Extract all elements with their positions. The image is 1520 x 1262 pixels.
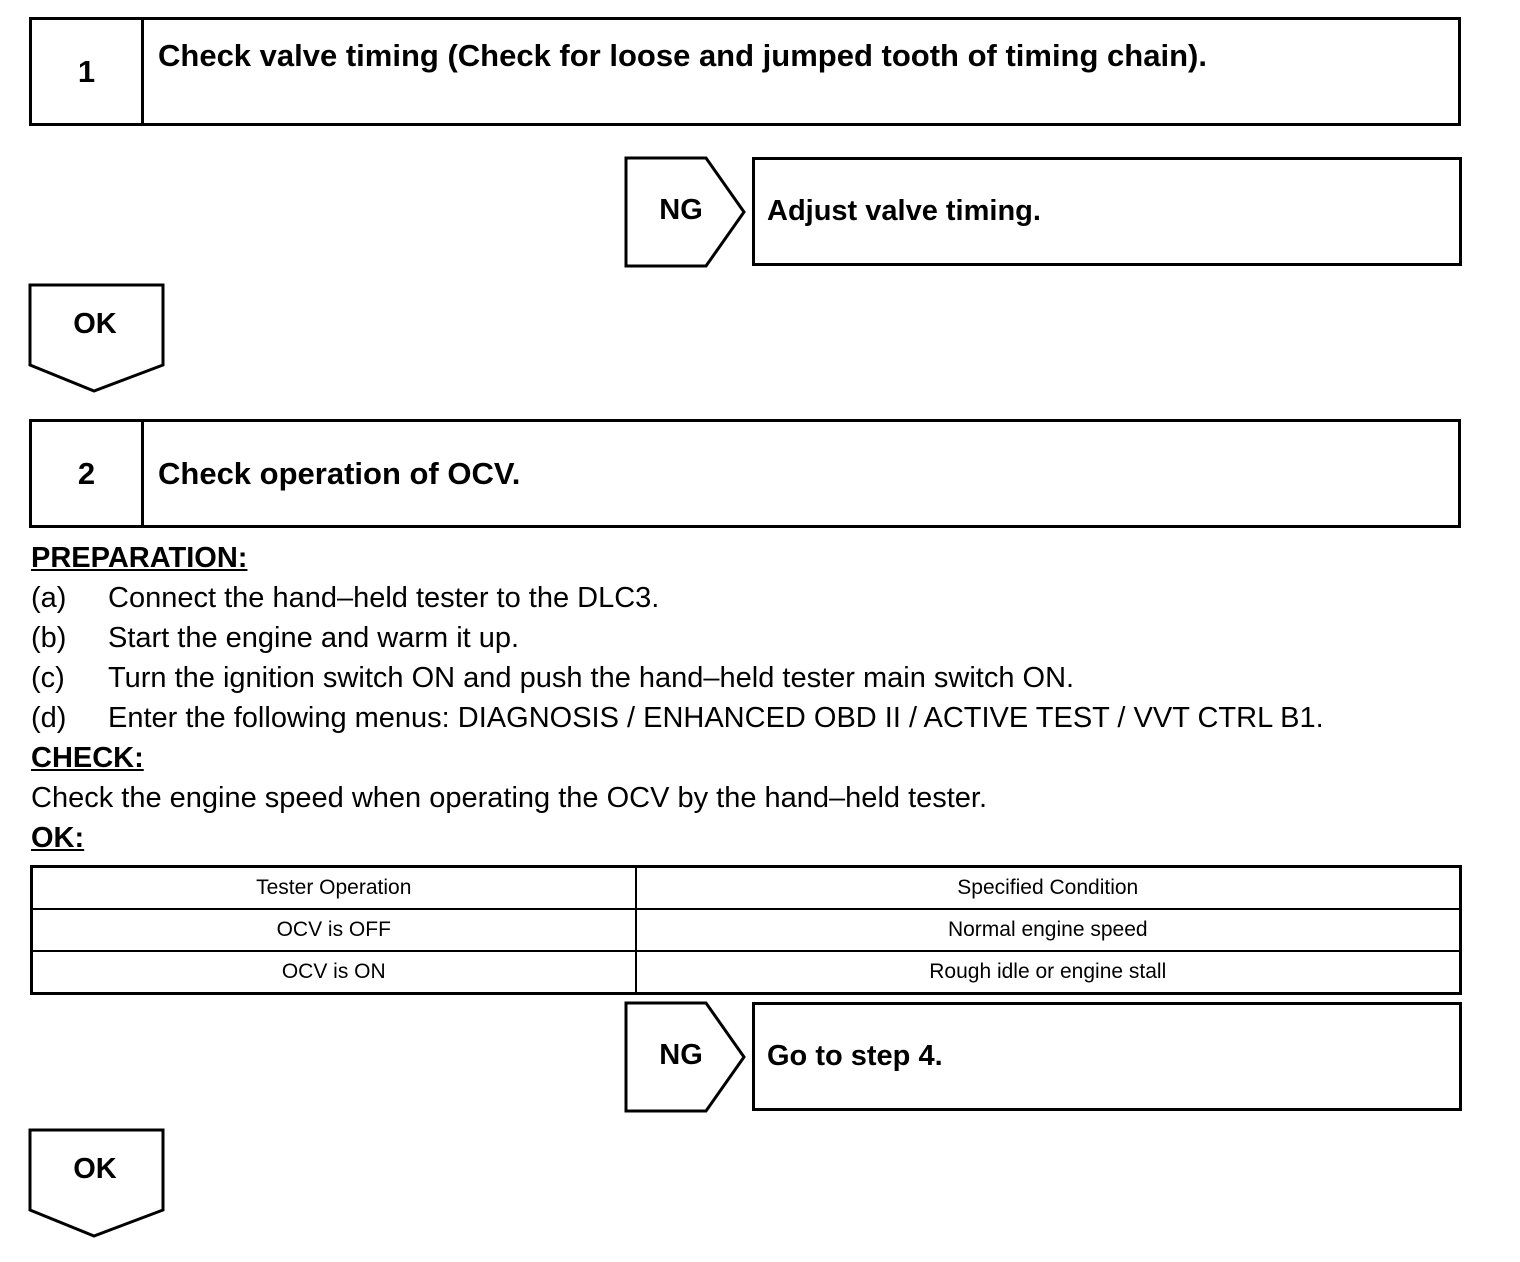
item-text: Start the engine and warm it up. <box>108 622 520 654</box>
step-2-box <box>29 419 1461 528</box>
step-1-box <box>29 17 1461 126</box>
step-1-title: Check valve timing (Check for loose and jumped tooth of timing chain). <box>158 38 1207 73</box>
table-header-cell: Tester Operation <box>32 867 636 910</box>
step-2-ng-result-box <box>752 1002 1462 1111</box>
table-cell: Normal engine speed <box>636 909 1461 951</box>
table-row <box>32 951 1461 994</box>
step-1-ok-label: OK <box>73 308 117 340</box>
item-letter: (d) <box>31 702 67 734</box>
item-text: Connect the hand–held tester to the DLC3. <box>108 582 660 614</box>
preparation-item <box>31 578 659 618</box>
step-1-number: 1 <box>32 20 144 123</box>
table-cell: Rough idle or engine stall <box>636 951 1461 994</box>
item-text: Enter the following menus: DIAGNOSIS / ENHANCED OBD II / ACTIVE TEST / VVT CTRL B1. <box>108 702 1324 734</box>
spec-table <box>30 865 1462 995</box>
table-cell: OCV is ON <box>32 951 636 994</box>
item-letter: (b) <box>31 622 67 654</box>
preparation-item <box>31 618 519 658</box>
table-cell: OCV is OFF <box>32 909 636 951</box>
item-letter: (a) <box>31 582 67 614</box>
preparation-heading: PREPARATION: <box>31 542 248 574</box>
step-2-ng-label: NG <box>659 1039 703 1071</box>
table-header-row <box>32 867 1461 910</box>
step-1-ng-result: Adjust valve timing. <box>767 195 1041 227</box>
step-2-ng-result: Go to step 4. <box>767 1040 943 1072</box>
ok-heading: OK: <box>31 822 85 854</box>
item-letter: (c) <box>31 662 65 694</box>
check-text: Check the engine speed when operating the OCV by the hand–held tester. <box>31 782 988 814</box>
step-2-number: 2 <box>32 422 144 525</box>
preparation-item <box>31 658 1074 698</box>
table-row <box>32 909 1461 951</box>
table-header-cell: Specified Condition <box>636 867 1461 910</box>
step-1-ng-result-box <box>752 157 1462 266</box>
check-heading: CHECK: <box>31 742 144 774</box>
preparation-item <box>31 698 1324 738</box>
step-2-title: Check operation of OCV. <box>158 455 521 491</box>
step-1-ng-label: NG <box>659 194 703 226</box>
item-text: Turn the ignition switch ON and push the hand–held tester main switch ON. <box>108 662 1075 694</box>
step-2-ok-label: OK <box>73 1153 117 1185</box>
